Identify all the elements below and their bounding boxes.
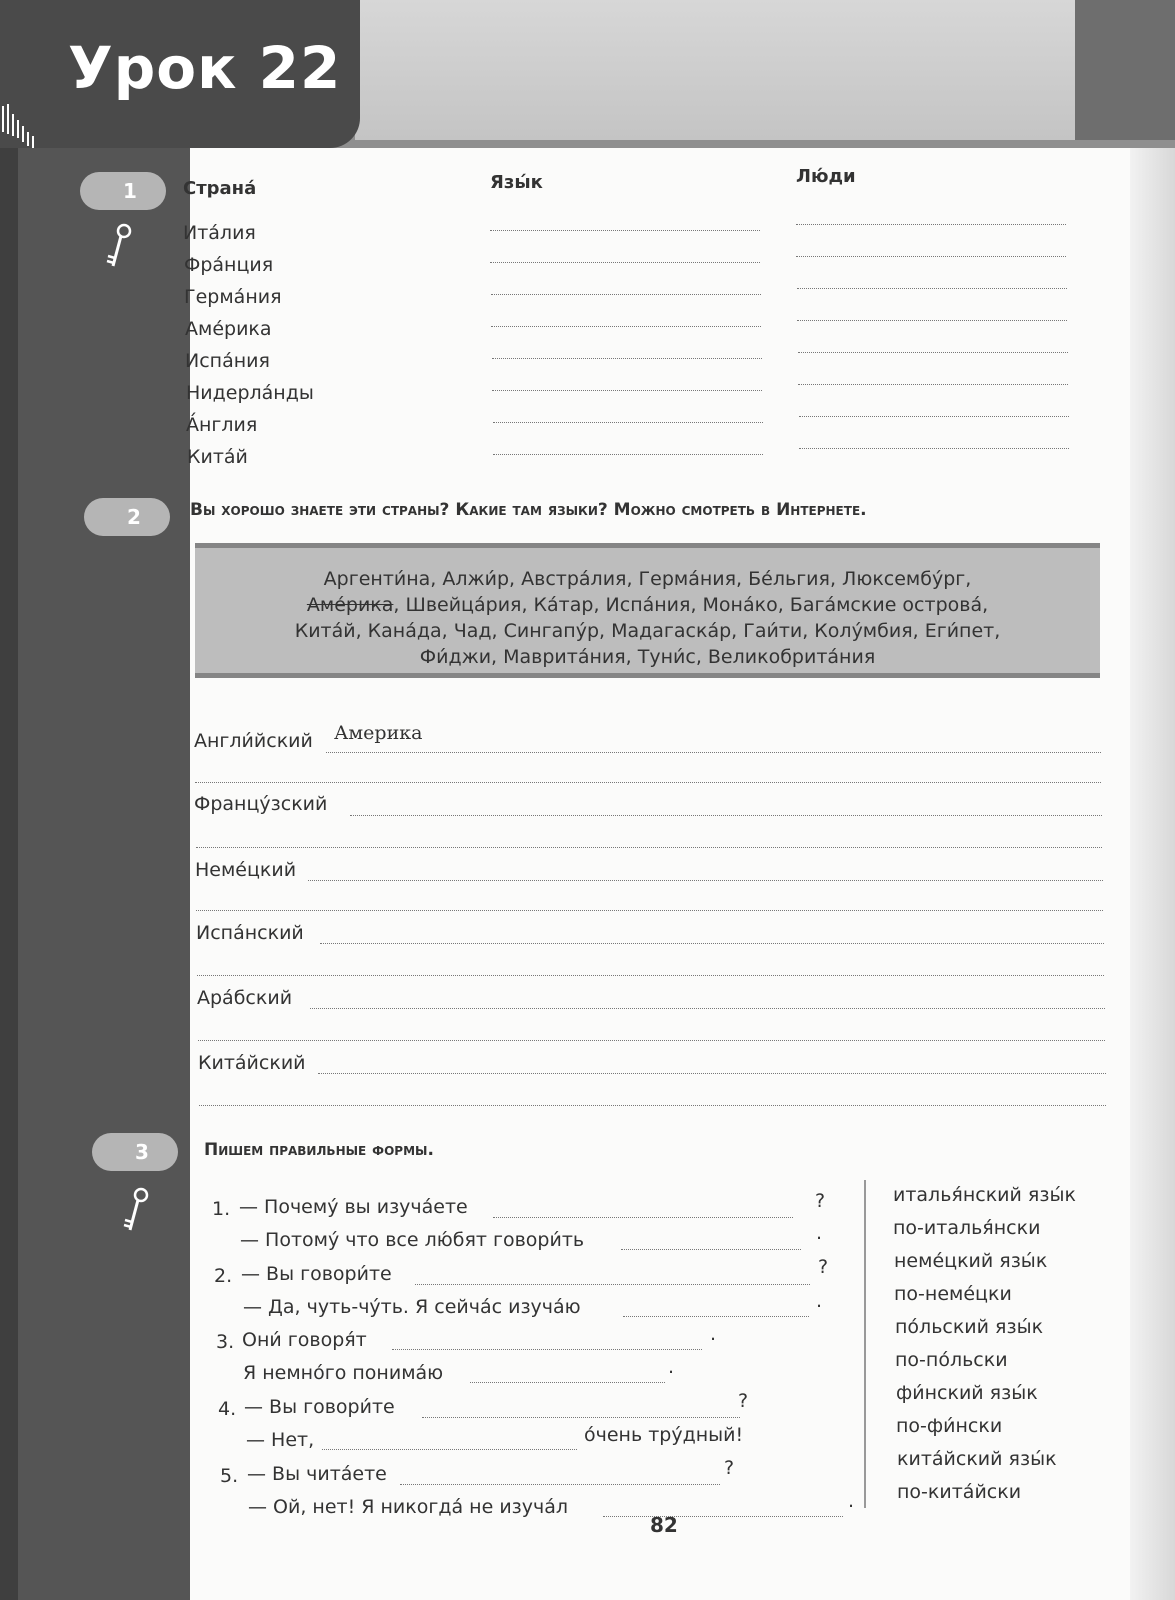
item-line: — Вы говори́те: [244, 1396, 395, 1418]
box-line-2: [195, 594, 1100, 616]
item-line: — Ой, нет! Я никогда́ не изуча́л: [248, 1496, 569, 1518]
answer-line[interactable]: [308, 880, 1103, 881]
people-answer-line[interactable]: [796, 256, 1066, 257]
answer-line[interactable]: [493, 1217, 793, 1218]
country-name: Ита́лия: [183, 222, 256, 244]
answer-line[interactable]: [322, 1449, 577, 1450]
item-line: — Вы говори́те: [241, 1263, 392, 1285]
header-edge: [1075, 0, 1175, 140]
language-answer-line[interactable]: [492, 358, 762, 359]
answer-line[interactable]: [400, 1484, 720, 1485]
item-line: — Потому́ что все лю́бят говори́ть: [240, 1229, 585, 1251]
word-bank-item: кита́йский язы́к: [897, 1448, 1057, 1470]
word-bank-divider: [864, 1180, 866, 1508]
item-end: ?: [815, 1190, 826, 1212]
answer-line[interactable]: [621, 1249, 801, 1250]
language-label-french: Францу́зский: [194, 793, 328, 815]
item-end: ?: [818, 1256, 829, 1278]
people-answer-line[interactable]: [798, 384, 1068, 385]
sidebar-band: [0, 0, 195, 1600]
box-line-4: Фи́джи, Маврита́ния, Туни́с, Великобрита́ния: [419, 646, 876, 668]
people-answer-line[interactable]: [798, 352, 1068, 353]
answer-line[interactable]: [603, 1516, 843, 1517]
answer-line[interactable]: [623, 1316, 809, 1317]
answer-line[interactable]: [350, 815, 1102, 816]
country-name: А́нглия: [186, 414, 258, 436]
people-answer-line[interactable]: [796, 224, 1066, 225]
item-end: о́чень тру́дный!: [584, 1424, 744, 1446]
box-line-1: Аргенти́на, Алжи́р, Австра́лия, Герма́ния, Бе́льгия, Люксембу́рг,: [323, 568, 972, 590]
word-bank-item: неме́цкий язы́к: [894, 1250, 1048, 1272]
answer-line[interactable]: [422, 1417, 740, 1418]
language-label-chinese: Кита́йский: [198, 1052, 306, 1074]
item-line: — Нет,: [246, 1429, 315, 1451]
language-answer-line[interactable]: [490, 230, 760, 231]
people-answer-line[interactable]: [797, 288, 1067, 289]
word-bank-item: фи́нский язы́к: [896, 1382, 1038, 1404]
header-band: [355, 0, 1075, 140]
word-bank-item: по-италья́нски: [893, 1217, 1041, 1239]
answer-line-extra[interactable]: [197, 975, 1104, 976]
lesson-title: Урок 22: [68, 34, 342, 102]
key-icon: [122, 1186, 152, 1236]
column-header-language: Язы́к: [490, 172, 543, 193]
item-end: ?: [738, 1390, 749, 1412]
column-header-people: Лю́ди: [796, 166, 856, 187]
answer-line[interactable]: [392, 1349, 702, 1350]
people-answer-line[interactable]: [799, 416, 1069, 417]
answer-line[interactable]: [415, 1284, 810, 1285]
language-label-spanish: Испа́нский: [196, 922, 304, 944]
box-line-2-rest: , Швейца́рия, Ка́тар, Испа́ния, Мона́ко, Бага́мские острова́,: [393, 594, 989, 616]
answer-line-extra[interactable]: [196, 910, 1103, 911]
handwritten-answer: Америка: [334, 722, 423, 744]
answer-line-extra[interactable]: [198, 1040, 1105, 1041]
item-number: 3.: [216, 1331, 235, 1353]
word-bank-item: по-неме́цки: [894, 1283, 1012, 1305]
item-end: ?: [724, 1457, 735, 1479]
answer-line[interactable]: [326, 752, 1101, 753]
word-bank-item: италья́нский язы́к: [893, 1184, 1076, 1206]
word-bank-item: по-по́льски: [895, 1349, 1008, 1371]
item-end: .: [848, 1490, 855, 1512]
language-answer-line[interactable]: [491, 326, 761, 327]
answer-line-extra[interactable]: [196, 847, 1102, 848]
box-line-3: Кита́й, Кана́да, Чад, Сингапу́р, Мадагаска́р, Гаи́ти, Колу́мбия, Еги́пет,: [294, 620, 1001, 642]
answer-line[interactable]: [320, 943, 1104, 944]
exercise-3-badge: 3: [92, 1133, 178, 1171]
decorative-ticks-icon: [0, 100, 40, 150]
book-spine: [0, 0, 18, 1600]
language-answer-line[interactable]: [493, 454, 763, 455]
column-header-country: Страна́: [183, 178, 257, 199]
item-number: 5.: [220, 1465, 239, 1487]
answer-line-extra[interactable]: [195, 782, 1101, 783]
word-bank-item: по-фи́нски: [896, 1415, 1003, 1437]
word-bank-item: по-кита́йски: [897, 1481, 1022, 1503]
country-name: Фра́нция: [184, 254, 274, 276]
answer-line[interactable]: [318, 1073, 1106, 1074]
item-end: .: [816, 1222, 823, 1244]
language-answer-line[interactable]: [490, 262, 760, 263]
lesson-header-tab: [0, 0, 360, 148]
word-bank-item: по́льский язы́к: [895, 1316, 1044, 1338]
key-icon: [105, 222, 135, 272]
item-number: 4.: [218, 1398, 237, 1420]
language-label-german: Неме́цкий: [195, 859, 297, 881]
page-number: 82: [650, 1513, 678, 1537]
answer-line[interactable]: [470, 1382, 665, 1383]
exercise-2-badge: 2: [84, 498, 170, 536]
item-line: Они́ говоря́т: [242, 1329, 367, 1351]
language-label-arabic: Ара́бский: [197, 987, 293, 1009]
item-line: — Почему́ вы изуча́ете: [239, 1196, 468, 1218]
item-end: .: [668, 1356, 675, 1378]
language-label-english: Англи́йский: [194, 730, 313, 752]
item-number: 1.: [212, 1198, 231, 1220]
people-answer-line[interactable]: [799, 448, 1069, 449]
exercise-3-instruction: Пишем правильные формы.: [204, 1140, 434, 1160]
page-curl-shadow: [1130, 148, 1175, 1600]
item-number: 2.: [214, 1265, 233, 1287]
language-answer-line[interactable]: [493, 422, 763, 423]
item-end: .: [710, 1323, 717, 1345]
country-name: Нидерла́нды: [186, 382, 314, 404]
exercise-2-instruction: Вы хорошо знаете эти страны? Какие там языки? Можно смотреть в Интернете.: [190, 500, 867, 520]
item-line: — Да, чуть-чу́ть. Я сейча́с изуча́ю: [243, 1296, 581, 1318]
answer-line-extra[interactable]: [199, 1105, 1106, 1106]
country-name: Кита́й: [187, 446, 248, 468]
language-answer-line[interactable]: [491, 294, 761, 295]
country-name: Герма́ния: [184, 286, 282, 308]
item-end: .: [816, 1290, 823, 1312]
item-line: — Вы чита́ете: [247, 1463, 387, 1485]
answer-line[interactable]: [310, 1008, 1105, 1009]
country-name: Испа́ния: [185, 350, 270, 372]
country-list-box: [195, 543, 1100, 678]
item-line: Я немно́го понима́ю: [243, 1362, 444, 1384]
exercise-1-badge: 1: [80, 172, 166, 210]
struck-country: Аме́рика: [306, 594, 394, 616]
country-name: Аме́рика: [185, 318, 272, 340]
people-answer-line[interactable]: [797, 320, 1067, 321]
language-answer-line[interactable]: [492, 390, 762, 391]
